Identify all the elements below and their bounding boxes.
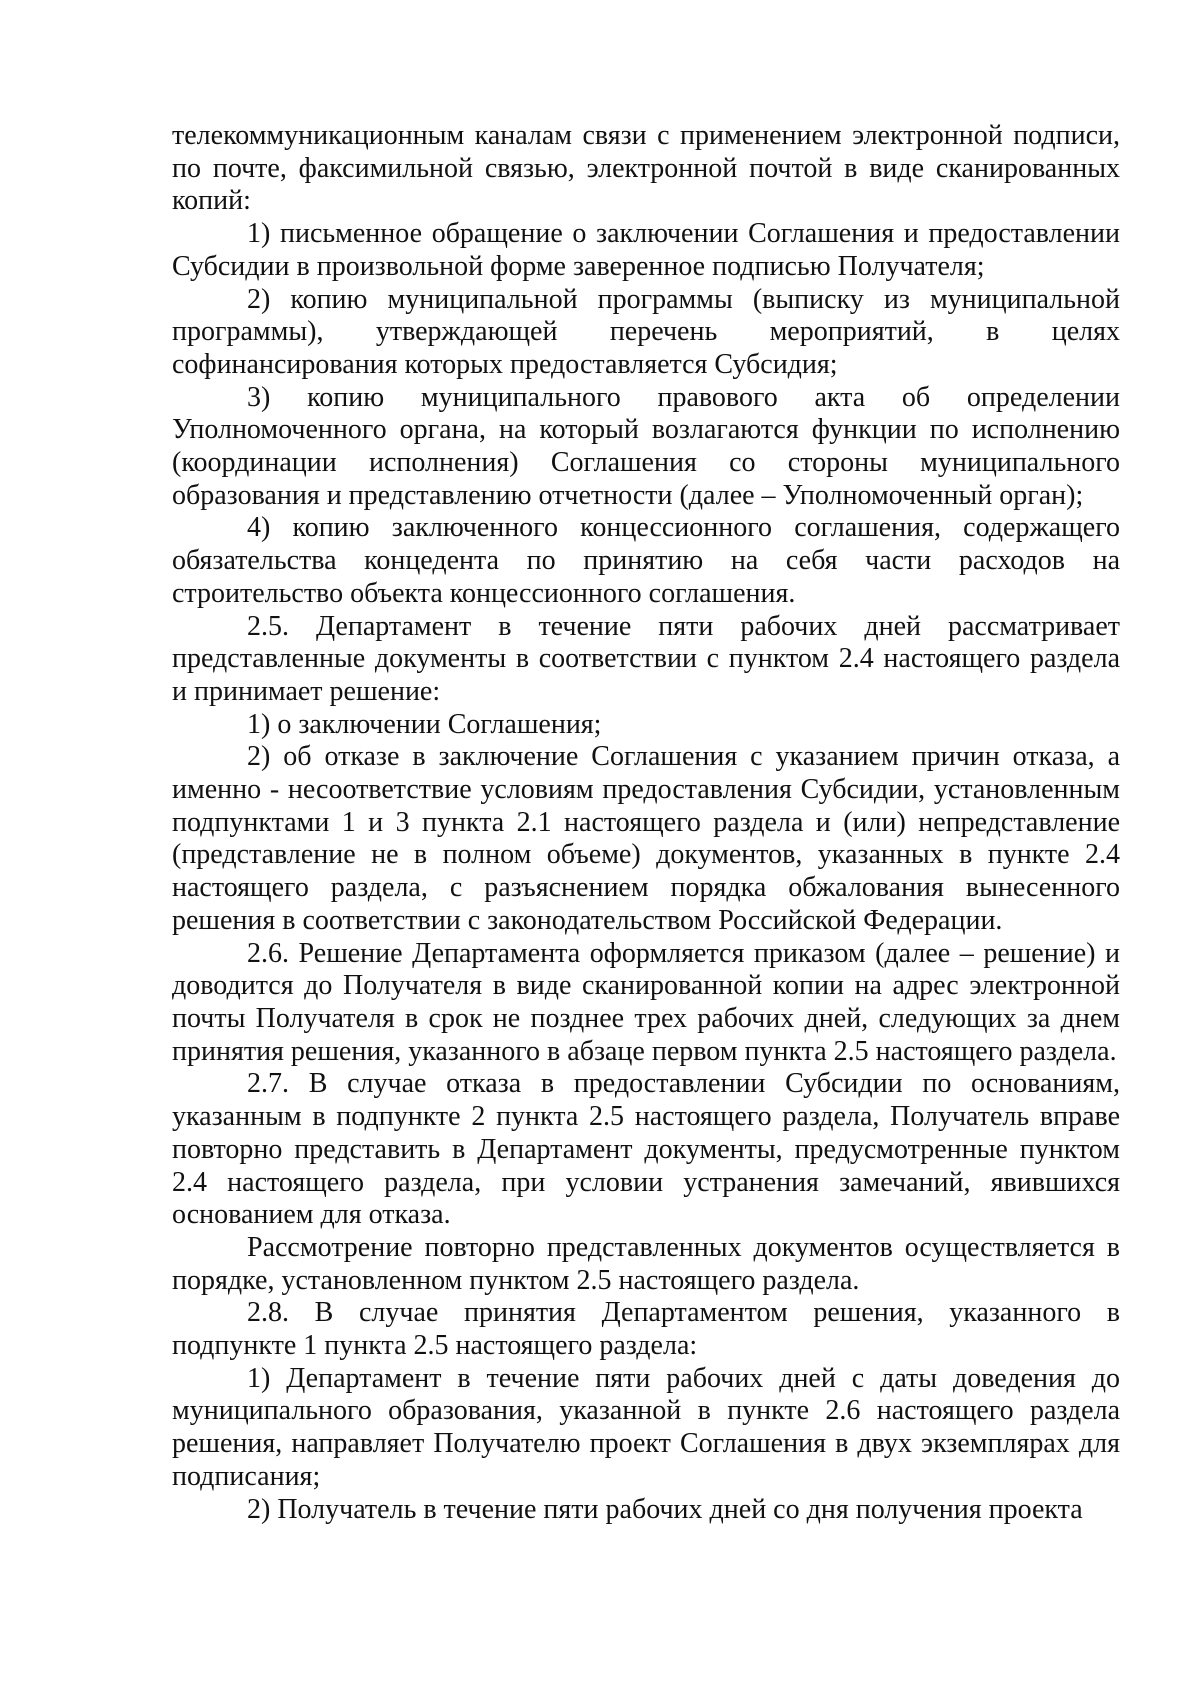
paragraph-item-4-concession: 4) копию заключенного концессионного соглашения, содержащего обязательства концедента по принятию на себя части расходов на строительство объекта концессионного соглашения. [172, 512, 1120, 609]
paragraph-2-5-item-2: 2) об отказе в заключение Соглашения с указанием причин отказа, а именно - несоответствие условиям предоставления Субсидии, установленным подпунктами 1 и 3 пункта 2.1 настоящего раздела и (или) непредставление (представление не в полном объеме) документов, указанных в пункте 2.4 настоящего раздела, с разъяснением порядка обжалования вынесенного решения в соответствии с законодательством Российской Федерации. [172, 741, 1120, 936]
paragraph-2-8: 2.8. В случае принятия Департаментом решения, указанного в подпункте 1 пункта 2.5 настоящего раздела: [172, 1297, 1120, 1362]
paragraph-item-1-appeal: 1) письменное обращение о заключении Соглашения и предоставлении Субсидии в произвольной форме заверенное подписью Получателя; [172, 218, 1120, 282]
paragraph-item-2-program-copy: 2) копию муниципальной программы (выписку из муниципальной программы), утверждающей перечень мероприятий, в целях софинансирования которых предоставляется Субсидия; [172, 283, 1120, 380]
paragraph-2-5: 2.5. Департамент в течение пяти рабочих дней рассматривает представленные документы в соответствии с пунктом 2.4 настоящего раздела и принимает решение: [172, 610, 1120, 707]
paragraph-2-7: 2.7. В случае отказа в предоставлении Субсидии по основаниям, указанным в подпункте 2 пункта 2.5 настоящего раздела, Получатель вправе повторно представить в Департамент документы, предусмотренные пунктом 2.4 настоящего раздела, при условии устранения замечаний, явившихся основанием для отказа. [172, 1068, 1120, 1231]
paragraph-item-3-legal-act: 3) копию муниципального правового акта об определении Уполномоченного органа, на который возлагаются функции по исполнению (координации исполнения) Соглашения со стороны муниципального образования и представлению отчетности (далее – Уполномоченный орган); [172, 381, 1120, 511]
paragraph-continuation: телекоммуникационным каналам связи с применением электронной подписи, по почте, факсимильной связью, электронной почтой в виде сканированных копий: [172, 120, 1120, 217]
paragraph-2-7-review: Рассмотрение повторно представленных документов осуществляется в порядке, установленном пунктом 2.5 настоящего раздела. [172, 1231, 1120, 1296]
paragraph-2-5-item-1: 1) о заключении Соглашения; [247, 708, 602, 740]
paragraph-2-6: 2.6. Решение Департамента оформляется приказом (далее – решение) и доводится до Получателя в виде сканированной копии на адрес электронной почты Получателя в срок не позднее трех рабочих дней, следующих за днем принятия решения, указанного в абзаце первом пункта 2.5 настоящего раздела. [172, 937, 1120, 1067]
document-body [172, 120, 1120, 1526]
paragraph-2-8-item-2: 2) Получатель в течение пяти рабочих дней со дня получения проекта [247, 1493, 1083, 1525]
paragraph-2-8-item-1: 1) Департамент в течение пяти рабочих дней с даты доведения до муниципального образования, указанной в пункте 2.6 настоящего раздела решения, направляет Получателю проект Соглашения в двух экземплярах для подписания; [172, 1362, 1120, 1492]
